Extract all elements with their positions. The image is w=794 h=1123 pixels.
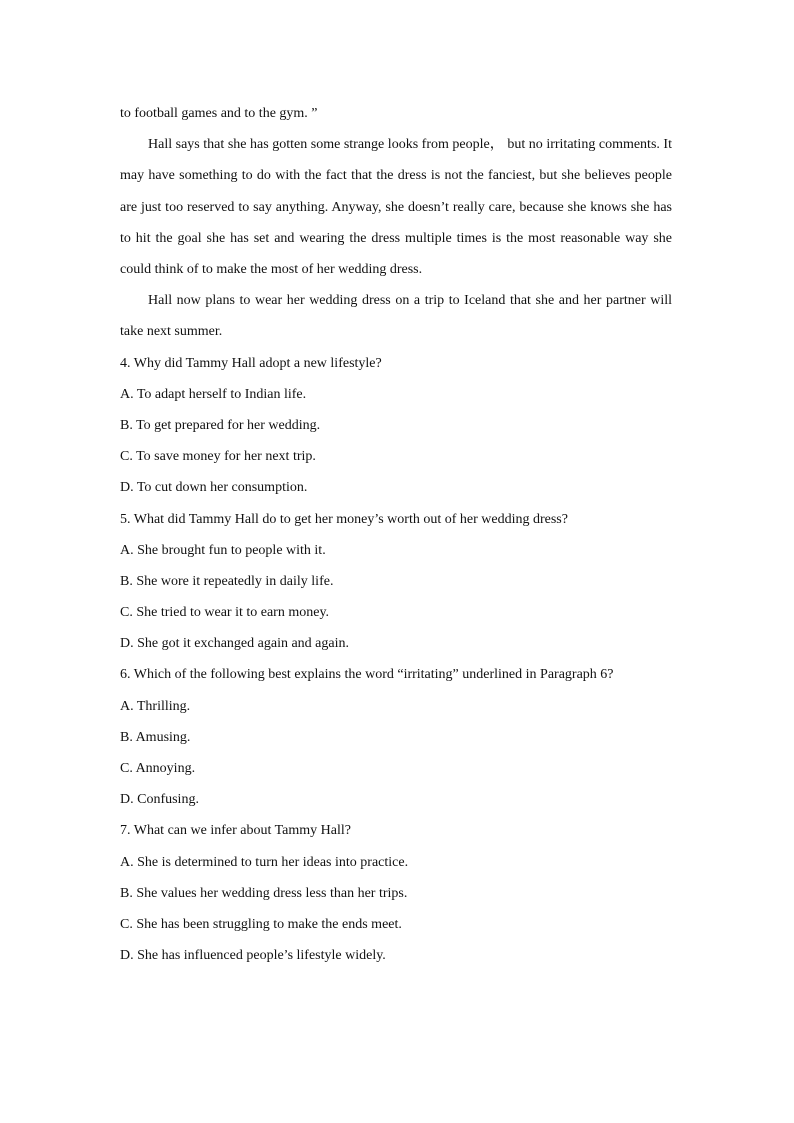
answer-option: D. To cut down her consumption. <box>120 480 308 496</box>
answer-option: A. Thrilling. <box>120 698 191 714</box>
question-7 <box>120 815 672 971</box>
question-stem: 4. Why did Tammy Hall adopt a new lifestyle? <box>120 355 382 371</box>
answer-option: B. Amusing. <box>120 729 191 745</box>
passage-paragraph: Hall now plans to wear her wedding dress on a trip to Iceland that she and her partner will take next summer. <box>120 293 672 340</box>
question-stem: 5. What did Tammy Hall do to get her money’s worth out of her wedding dress? <box>120 511 568 527</box>
answer-option: C. She has been struggling to make the ends meet. <box>120 917 402 932</box>
answer-option: C. To save money for her next trip. <box>120 449 316 465</box>
answer-option: B. She wore it repeatedly in daily life. <box>120 573 334 589</box>
answer-option: A. She brought fun to people with it. <box>120 542 326 558</box>
question-stem: 6. Which of the following best explains the word “irritating” underlined in Paragraph 6? <box>120 667 614 683</box>
passage-line-continued: to football games and to the gym. ” <box>120 106 318 121</box>
answer-option: C. She tried to wear it to earn money. <box>120 605 330 621</box>
question-stem: 7. What can we infer about Tammy Hall? <box>120 823 351 839</box>
question-4 <box>120 348 672 504</box>
answer-option: D. Confusing. <box>120 792 199 808</box>
passage-paragraph: Hall says that she has gotten some strange looks from people， but no irritating comments. It may have something to do with the fact that the dress is not the fanciest, but she believes people are just too reserved to say anything. Anyway, she doesn’t really care, because she knows she has to hit the goal she has set and wearing the dress multiple times is the most reasonable way she could think of to make the most of her wedding dress. <box>120 137 672 277</box>
answer-option: A. To adapt herself to Indian life. <box>120 386 307 402</box>
answer-option: A. She is determined to turn her ideas into practice. <box>120 854 409 870</box>
question-5 <box>120 504 672 660</box>
answer-option: C. Annoying. <box>120 761 196 777</box>
document-page <box>120 98 672 971</box>
question-6 <box>120 659 672 815</box>
answer-option: B. She values her wedding dress less than her trips. <box>120 885 408 901</box>
answer-option: D. She got it exchanged again and again. <box>120 636 349 652</box>
answer-option: D. She has influenced people’s lifestyle widely. <box>120 948 386 964</box>
answer-option: B. To get prepared for her wedding. <box>120 417 321 433</box>
